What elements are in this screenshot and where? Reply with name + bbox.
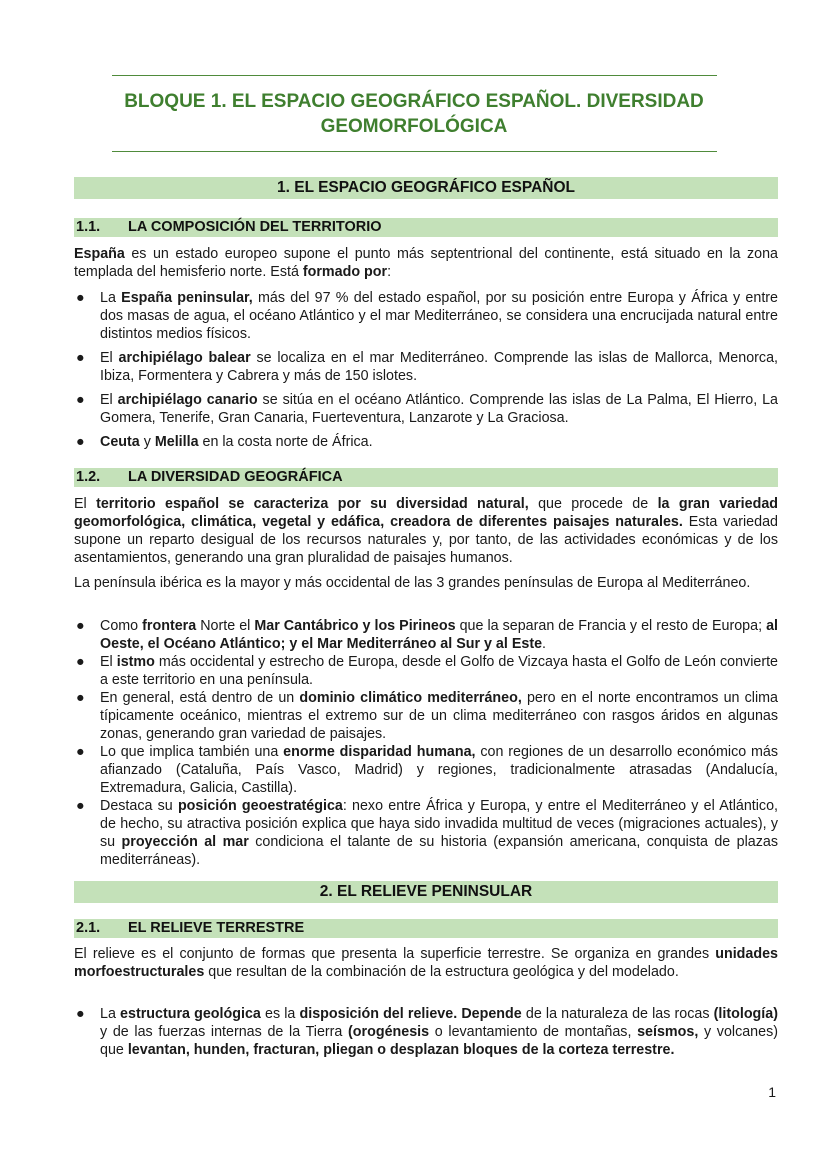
document-title bbox=[74, 89, 754, 139]
list-item: ● En general, está dentro de un dominio climático mediterráneo, pero en el norte encontramos un clima típicamente oceánico, mientras el extremo sur de un clima mediterráneo con rasgos áridos en algunas zonas, generando gran variedad de paisajes. bbox=[76, 690, 779, 742]
list-relief bbox=[74, 1005, 778, 1059]
list-territory bbox=[74, 289, 778, 451]
subsection-title: LA COMPOSICIÓN DEL TERRITORIO bbox=[128, 219, 382, 235]
subsection-title: LA DIVERSIDAD GEOGRÁFICA bbox=[128, 469, 343, 485]
bullet-icon: ● bbox=[76, 690, 85, 706]
title-rule-bottom bbox=[112, 151, 717, 152]
subsection-number: 1.2. bbox=[76, 469, 101, 485]
bullet-icon: ● bbox=[76, 1006, 85, 1022]
section-heading-2: 2. EL RELIEVE PENINSULAR bbox=[74, 881, 778, 903]
bullet-icon: ● bbox=[76, 392, 85, 408]
list-item: ● La estructura geológica es la disposición del relieve. Depende de la naturaleza de las rocas (litología) y de las fuerzas internas de la Tierra (orogénesis o levantamiento de montañas, seísmos, y volcanes) que levantan, hunden, fracturan, pliegan o desplazan bloques de la corteza terrestre. bbox=[76, 1006, 778, 1058]
list-item: ● La España peninsular, más del 97 % del estado español, por su posición entre Europa y África y entre dos masas de agua, el océano Atlántico y el mar Mediterráneo, se considera una encrucijada natural entre distintos medios físicos. bbox=[76, 290, 778, 342]
bullet-icon: ● bbox=[76, 350, 85, 366]
paragraph-diversity: El territorio español se caracteriza por su diversidad natural, que procede de la gran variedad geomorfológica, climática, vegetal y edáfica, creadora de diferentes paisajes naturales. Esta variedad supone un reparto desigual de los recursos naturales y, por tanto, de las actividades económicas y de los asentamientos, generando una gran pluralidad de paisajes humanos. bbox=[74, 496, 779, 566]
subsection-number: 2.1. bbox=[76, 920, 101, 936]
list-item: ● El istmo más occidental y estrecho de Europa, desde el Golfo de Vizcaya hasta el Golfo de León convierte a este territorio en una península. bbox=[76, 654, 779, 688]
list-item: ● El archipiélago canario se sitúa en el océano Atlántico. Comprende las islas de La Palma, El Hierro, La Gomera, Tenerife, Gran Canaria, Fuerteventura, Lanzarote y La Graciosa. bbox=[76, 392, 779, 426]
subsection-heading-2-1 bbox=[74, 919, 778, 938]
subsection-heading-1-1 bbox=[74, 218, 778, 237]
list-diversity bbox=[74, 617, 778, 869]
bullet-icon: ● bbox=[76, 290, 85, 306]
subsection-title: EL RELIEVE TERRESTRE bbox=[128, 920, 305, 936]
bullet-icon: ● bbox=[76, 434, 85, 450]
list-item: ● Ceuta y Melilla en la costa norte de África. bbox=[76, 434, 373, 450]
list-item: ● Como frontera Norte el Mar Cantábrico y los Pirineos que la separan de Francia y el resto de Europa; al Oeste, el Océano Atlántico; y el Mar Mediterráneo al Sur y al Este. bbox=[76, 618, 779, 652]
subsection-number: 1.1. bbox=[76, 219, 101, 235]
list-item: ● Lo que implica también una enorme disparidad humana, con regiones de un desarrollo económico más afianzado (Cataluña, País Vasco, Madrid) y regiones, tradicionalmente atrasadas (Andalucía, Extremadura, Galicia, Castilla). bbox=[76, 744, 779, 796]
section-heading-1: 1. EL ESPACIO GEOGRÁFICO ESPAÑOL bbox=[74, 177, 778, 199]
subsection-heading-1-2 bbox=[74, 468, 778, 487]
bullet-icon: ● bbox=[76, 798, 85, 814]
paragraph-relief: El relieve es el conjunto de formas que presenta la superficie terrestre. Se organiza en grandes unidades morfoestructurales que resultan de la combinación de la estructura geológica y del modelado. bbox=[74, 946, 778, 980]
bold-term: formado por bbox=[302, 264, 388, 280]
document-title-line-1: BLOQUE 1. EL ESPACIO GEOGRÁFICO ESPAÑOL. DIVERSIDAD bbox=[124, 91, 704, 112]
title-rule-top bbox=[112, 75, 717, 76]
document-title-line-2: GEOMORFOLÓGICA bbox=[320, 116, 508, 137]
paragraph-peninsula: La península ibérica es la mayor y más occidental de las 3 grandes penínsulas de Europa al Mediterráneo. bbox=[74, 575, 751, 591]
list-item: ● El archipiélago balear se localiza en el mar Mediterráneo. Comprende las islas de Mallorca, Menorca, Ibiza, Formentera y Cabrera y más de 150 islotes. bbox=[76, 350, 778, 384]
bullet-icon: ● bbox=[76, 654, 85, 670]
page-number: 1 bbox=[768, 1084, 776, 1100]
bullet-icon: ● bbox=[76, 744, 85, 760]
intro-paragraph-1-1: España es un estado europeo supone el punto más septentrional del continente, está situado en la zona templada del hemisferio norte. Está formado por: bbox=[74, 246, 778, 280]
bold-term: España bbox=[74, 246, 125, 262]
list-item: ● Destaca su posición geoestratégica: nexo entre África y Europa, y entre el Mediterráneo y el Atlántico, de hecho, su atractiva posición explica que haya sido invadida multitud de veces (migraciones actuales), y su proyección al mar condiciona el talante de su historia (expansión americana, conquista de plazas mediterráneas). bbox=[76, 798, 778, 868]
bullet-icon: ● bbox=[76, 618, 85, 634]
